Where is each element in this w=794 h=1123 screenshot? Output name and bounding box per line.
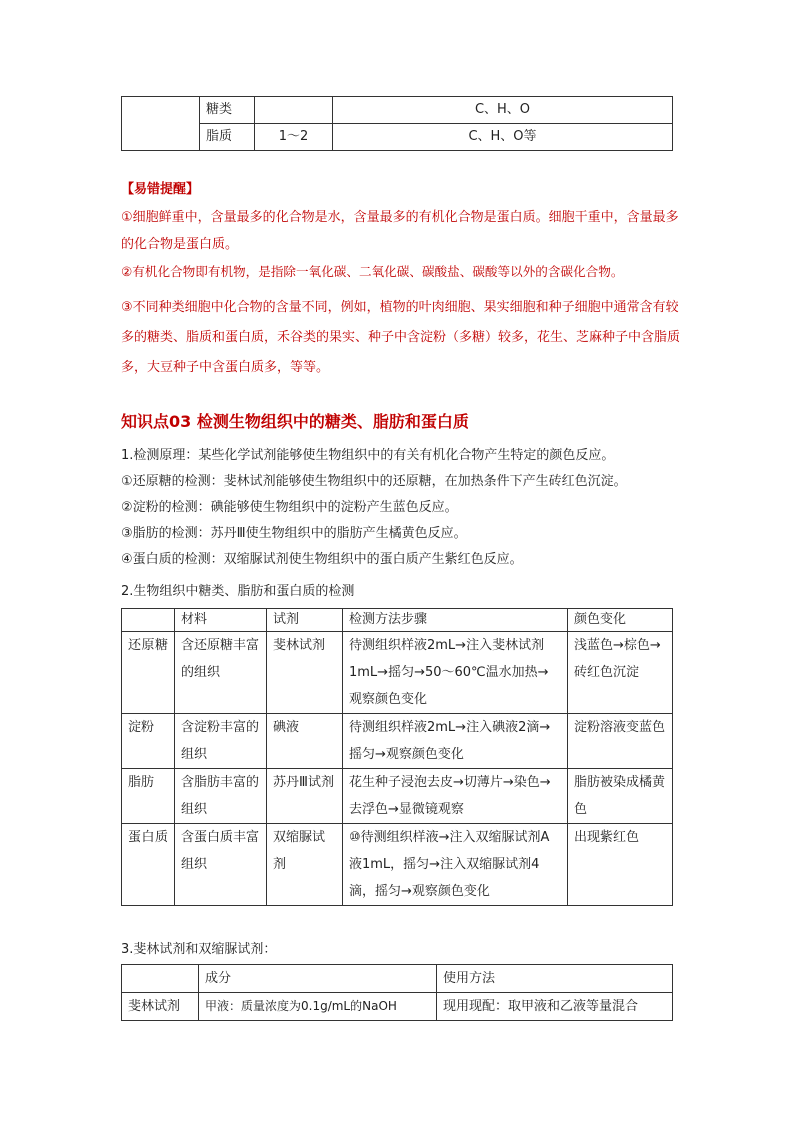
table-header-row bbox=[122, 965, 673, 993]
table-cell: 淀粉溶液变蓝色 bbox=[568, 714, 673, 769]
body-line: ③脂肪的检测：苏丹Ⅲ使生物组织中的脂肪产生橘黄色反应。 bbox=[121, 526, 467, 541]
table-cell: 含蛋白质丰富组织 bbox=[175, 824, 267, 906]
table-header: 材料 bbox=[175, 609, 267, 632]
table-row bbox=[122, 632, 673, 714]
tip-item: ②有机化合物即有机物，是指除一氧化碳、二氧化碳、碳酸盐、碳酸等以外的含碳化合物。 bbox=[121, 264, 624, 279]
table-header: 试剂 bbox=[267, 609, 343, 632]
body-line: ④蛋白质的检测：双缩脲试剂使生物组织中的蛋白质产生紫红色反应。 bbox=[121, 552, 523, 567]
table-header: 检测方法步骤 bbox=[343, 609, 568, 632]
body-line: ②淀粉的检测：碘能够使生物组织中的淀粉产生蓝色反应。 bbox=[121, 500, 458, 515]
table-cell: 甲液：质量浓度为0.1g/mL的NaOH bbox=[199, 993, 437, 1021]
table-cell: 1～2 bbox=[255, 124, 333, 151]
body-line: 2.生物组织中糖类、脂肪和蛋白质的检测 bbox=[121, 584, 355, 599]
table-cell: 出现紫红色 bbox=[568, 824, 673, 906]
table-row bbox=[122, 714, 673, 769]
table-row bbox=[122, 97, 673, 124]
table-header: 使用方法 bbox=[437, 965, 673, 993]
table-cell: 含淀粉丰富的组织 bbox=[175, 714, 267, 769]
tip-item: ①细胞鲜重中，含量最多的化合物是水，含量最多的有机化合物是蛋白质。细胞干重中，含量最多的化合物是蛋白质。 bbox=[121, 210, 679, 252]
table-cell: 斐林试剂 bbox=[267, 632, 343, 714]
table-header bbox=[122, 609, 175, 632]
table-cell: 现用现配：取甲液和乙液等量混合 bbox=[437, 993, 673, 1021]
detection-table bbox=[121, 608, 673, 906]
table-cell: 蛋白质 bbox=[122, 824, 175, 906]
table-row bbox=[122, 124, 673, 151]
table-cell: 糖类 bbox=[200, 97, 255, 124]
table-cell: 碘液 bbox=[267, 714, 343, 769]
table-row bbox=[122, 993, 673, 1021]
table-cell: 淀粉 bbox=[122, 714, 175, 769]
table-cell: 脂肪被染成橘黄色 bbox=[568, 769, 673, 824]
body-line: 1.检测原理：某些化学试剂能够使生物组织中的有关有机化合物产生特定的颜色反应。 bbox=[121, 448, 615, 463]
table-row bbox=[122, 769, 673, 824]
table-cell: C、H、O等 bbox=[333, 124, 673, 151]
body-line: 3.斐林试剂和双缩脲试剂： bbox=[121, 942, 277, 957]
table-cell: 斐林试剂 bbox=[122, 993, 199, 1021]
table-cell: C、H、O bbox=[333, 97, 673, 124]
reagent-table bbox=[121, 964, 673, 1021]
table-cell: 苏丹Ⅲ试剂 bbox=[267, 769, 343, 824]
body-line: ①还原糖的检测：斐林试剂能够使生物组织中的还原糖，在加热条件下产生砖红色沉淀。 bbox=[121, 474, 627, 489]
table-header bbox=[122, 965, 199, 993]
table-cell bbox=[255, 97, 333, 124]
tip-item: ③不同种类细胞中化合物的含量不同，例如，植物的叶肉细胞、果实细胞和种子细胞中通常含有较多的糖类、脂质和蛋白质，禾谷类的果实、种子中含淀粉（多糖）较多，花生、芝麻种子中含脂质多，大豆种子中含蛋白质多，等等。 bbox=[121, 300, 681, 375]
table-cell: 含还原糖丰富的组织 bbox=[175, 632, 267, 714]
composition-table bbox=[121, 96, 673, 151]
table-cell: 还原糖 bbox=[122, 632, 175, 714]
table-cell: 待测组织样液2mL→注入斐林试剂1mL→摇匀→50～60℃温水加热→观察颜色变化 bbox=[343, 632, 568, 714]
tips-title: 【易错提醒】 bbox=[121, 182, 200, 197]
table-cell: 脂质 bbox=[200, 124, 255, 151]
table-header: 颜色变化 bbox=[568, 609, 673, 632]
table-row bbox=[122, 824, 673, 906]
table-cell bbox=[122, 97, 200, 151]
table-cell: 双缩脲试剂 bbox=[267, 824, 343, 906]
table-cell: 浅蓝色→棕色→砖红色沉淀 bbox=[568, 632, 673, 714]
table-cell: 待测组织样液2mL→注入碘液2滴→摇匀→观察颜色变化 bbox=[343, 714, 568, 769]
table-cell: 花生种子浸泡去皮→切薄片→染色→去浮色→显微镜观察 bbox=[343, 769, 568, 824]
table-cell: ⑩待测组织样液→注入双缩脲试剂A液1mL，摇匀→注入双缩脲试剂4滴，摇匀→观察颜色变化 bbox=[343, 824, 568, 906]
section-title: 知识点03 检测生物组织中的糖类、脂肪和蛋白质 bbox=[121, 412, 469, 431]
table-header: 成分 bbox=[199, 965, 437, 993]
table-header-row bbox=[122, 609, 673, 632]
table-cell: 脂肪 bbox=[122, 769, 175, 824]
table-cell: 含脂肪丰富的组织 bbox=[175, 769, 267, 824]
